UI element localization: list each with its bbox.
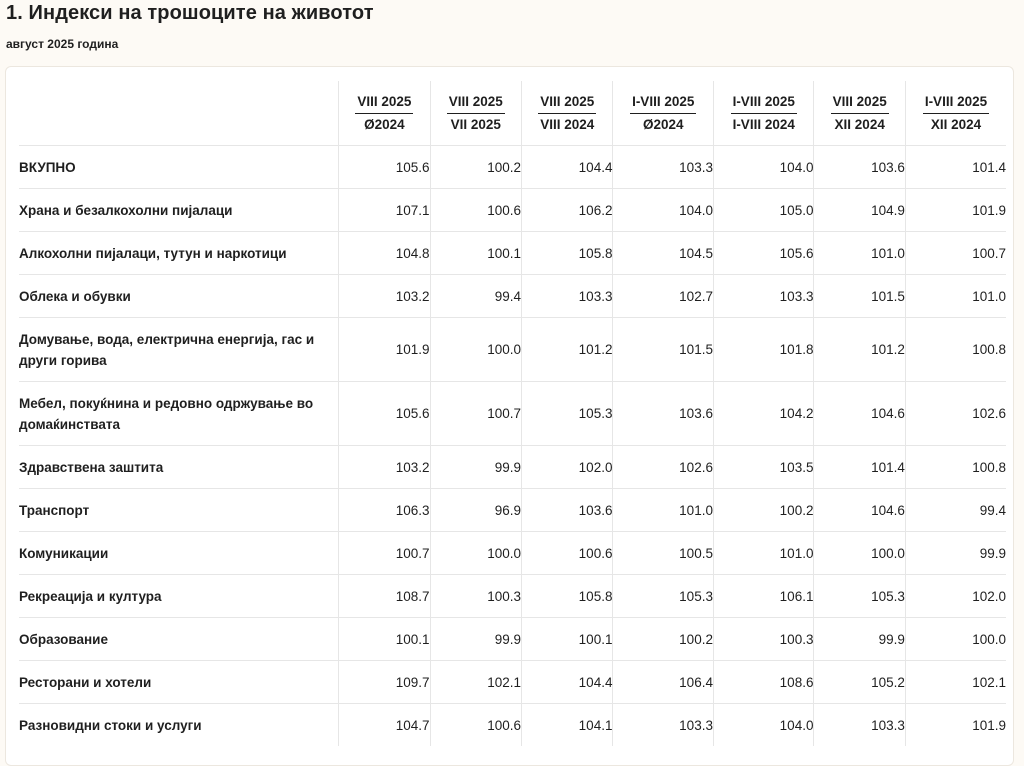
index-value: 100.0 bbox=[814, 532, 905, 575]
index-value: 102.7 bbox=[613, 275, 714, 318]
index-value: 104.6 bbox=[814, 489, 905, 532]
index-value: 100.0 bbox=[905, 618, 1006, 661]
table-row bbox=[19, 704, 1006, 747]
column-header-base: I-VIII 2024 bbox=[732, 116, 795, 132]
column-header bbox=[713, 81, 814, 146]
index-value: 104.1 bbox=[522, 704, 613, 747]
index-value: 100.1 bbox=[339, 618, 430, 661]
index-value: 100.7 bbox=[430, 382, 521, 446]
index-value: 107.1 bbox=[339, 189, 430, 232]
table-row bbox=[19, 232, 1006, 275]
index-value: 106.1 bbox=[713, 575, 814, 618]
index-value: 99.4 bbox=[430, 275, 521, 318]
index-value: 101.4 bbox=[905, 146, 1006, 189]
index-value: 102.6 bbox=[905, 382, 1006, 446]
index-value: 100.8 bbox=[905, 318, 1006, 382]
index-value: 101.9 bbox=[339, 318, 430, 382]
index-value: 99.9 bbox=[905, 532, 1006, 575]
index-value: 100.2 bbox=[613, 618, 714, 661]
index-value: 103.5 bbox=[713, 446, 814, 489]
index-value: 100.6 bbox=[430, 704, 521, 747]
column-header bbox=[905, 81, 1006, 146]
index-value: 102.1 bbox=[905, 661, 1006, 704]
column-header-period: VIII 2025 bbox=[831, 93, 889, 114]
index-value: 101.9 bbox=[905, 189, 1006, 232]
index-value: 104.6 bbox=[814, 382, 905, 446]
table-body bbox=[19, 146, 1006, 747]
index-value: 108.7 bbox=[339, 575, 430, 618]
row-label: Алкохолни пијалаци, тутун и наркотици bbox=[19, 232, 339, 275]
index-value: 100.6 bbox=[522, 532, 613, 575]
index-value: 101.8 bbox=[713, 318, 814, 382]
index-value: 105.8 bbox=[522, 575, 613, 618]
column-header bbox=[814, 81, 905, 146]
index-value: 101.2 bbox=[814, 318, 905, 382]
page-title: 1. Индекси на трошоците на животот bbox=[6, 2, 374, 24]
table-row bbox=[19, 318, 1006, 382]
index-value: 104.0 bbox=[713, 146, 814, 189]
index-value: 105.6 bbox=[713, 232, 814, 275]
index-value: 106.2 bbox=[522, 189, 613, 232]
index-value: 100.5 bbox=[613, 532, 714, 575]
table-row bbox=[19, 146, 1006, 189]
index-value: 101.4 bbox=[814, 446, 905, 489]
index-value: 100.7 bbox=[905, 232, 1006, 275]
column-header bbox=[339, 81, 430, 146]
table-row bbox=[19, 446, 1006, 489]
index-value: 101.0 bbox=[613, 489, 714, 532]
table-row bbox=[19, 275, 1006, 318]
index-value: 103.3 bbox=[814, 704, 905, 747]
row-label: Облека и обувки bbox=[19, 275, 339, 318]
table-row bbox=[19, 532, 1006, 575]
index-value: 104.8 bbox=[339, 232, 430, 275]
index-value: 105.3 bbox=[613, 575, 714, 618]
table-header-row bbox=[19, 81, 1006, 146]
column-header-base: XII 2024 bbox=[930, 116, 982, 132]
index-value: 99.9 bbox=[430, 618, 521, 661]
index-value: 103.2 bbox=[339, 446, 430, 489]
index-value: 99.9 bbox=[430, 446, 521, 489]
index-value: 101.9 bbox=[905, 704, 1006, 747]
row-label: Транспорт bbox=[19, 489, 339, 532]
column-header-base: XII 2024 bbox=[834, 116, 885, 132]
index-value: 104.4 bbox=[522, 146, 613, 189]
column-header-base: Ø2024 bbox=[364, 116, 405, 132]
index-value: 101.2 bbox=[522, 318, 613, 382]
cost-of-living-index-table bbox=[19, 81, 1006, 746]
index-value: 105.3 bbox=[522, 382, 613, 446]
index-value: 96.9 bbox=[430, 489, 521, 532]
index-value: 105.2 bbox=[814, 661, 905, 704]
index-value: 102.0 bbox=[522, 446, 613, 489]
index-value: 104.4 bbox=[522, 661, 613, 704]
index-value: 100.1 bbox=[522, 618, 613, 661]
row-label: ВКУПНО bbox=[19, 146, 339, 189]
column-header-period: I-VIII 2025 bbox=[923, 93, 989, 114]
row-label: Рекреација и култура bbox=[19, 575, 339, 618]
index-value: 104.0 bbox=[713, 704, 814, 747]
index-value: 105.0 bbox=[713, 189, 814, 232]
index-value: 106.4 bbox=[613, 661, 714, 704]
row-label: Храна и безалкохолни пијалаци bbox=[19, 189, 339, 232]
row-label: Образование bbox=[19, 618, 339, 661]
index-value: 100.2 bbox=[713, 489, 814, 532]
index-value: 104.0 bbox=[613, 189, 714, 232]
header-label-column bbox=[19, 81, 339, 146]
index-value: 103.2 bbox=[339, 275, 430, 318]
table-row bbox=[19, 489, 1006, 532]
index-value: 106.3 bbox=[339, 489, 430, 532]
row-label: Ресторани и хотели bbox=[19, 661, 339, 704]
index-value: 99.9 bbox=[814, 618, 905, 661]
column-header bbox=[522, 81, 613, 146]
index-value: 100.3 bbox=[713, 618, 814, 661]
row-label: Здравствена заштита bbox=[19, 446, 339, 489]
index-value: 104.5 bbox=[613, 232, 714, 275]
row-label: Разновидни стоки и услуги bbox=[19, 717, 202, 733]
index-value: 103.6 bbox=[814, 146, 905, 189]
index-value: 100.6 bbox=[430, 189, 521, 232]
index-value: 103.3 bbox=[613, 146, 714, 189]
index-value: 109.7 bbox=[339, 661, 430, 704]
index-value: 99.4 bbox=[905, 489, 1006, 532]
index-value: 101.0 bbox=[814, 232, 905, 275]
index-value: 100.2 bbox=[430, 146, 521, 189]
index-value: 103.3 bbox=[713, 275, 814, 318]
column-header-period: VIII 2025 bbox=[447, 93, 505, 114]
index-value: 103.6 bbox=[613, 382, 714, 446]
index-value: 100.0 bbox=[430, 532, 521, 575]
index-value: 108.6 bbox=[713, 661, 814, 704]
column-header-base: Ø2024 bbox=[642, 116, 684, 132]
index-value: 103.6 bbox=[522, 489, 613, 532]
column-header-base: VII 2025 bbox=[450, 116, 501, 132]
column-header-period: VIII 2025 bbox=[355, 93, 413, 114]
index-value: 100.1 bbox=[430, 232, 521, 275]
index-value: 101.5 bbox=[814, 275, 905, 318]
row-label: Комуникации bbox=[19, 532, 339, 575]
index-value: 105.8 bbox=[522, 232, 613, 275]
index-value: 104.9 bbox=[814, 189, 905, 232]
index-value: 105.3 bbox=[814, 575, 905, 618]
index-value: 105.6 bbox=[339, 382, 430, 446]
table-row bbox=[19, 189, 1006, 232]
index-value: 100.7 bbox=[339, 532, 430, 575]
table-row bbox=[19, 661, 1006, 704]
index-value: 100.3 bbox=[430, 575, 521, 618]
index-value: 105.6 bbox=[339, 146, 430, 189]
page-subtitle: август 2025 година bbox=[6, 37, 119, 51]
row-label: Мебел, покуќнина и редовно одржување во домаќинствата bbox=[19, 382, 339, 446]
index-value: 104.7 bbox=[339, 704, 430, 747]
column-header bbox=[430, 81, 521, 146]
index-value: 104.2 bbox=[713, 382, 814, 446]
table-row bbox=[19, 618, 1006, 661]
column-header-base: VIII 2024 bbox=[540, 116, 595, 132]
index-value: 100.0 bbox=[430, 318, 521, 382]
index-value: 102.6 bbox=[613, 446, 714, 489]
table-row bbox=[19, 382, 1006, 446]
index-value: 102.1 bbox=[430, 661, 521, 704]
table-card bbox=[5, 66, 1014, 766]
index-value: 101.5 bbox=[613, 318, 714, 382]
index-value: 100.8 bbox=[905, 446, 1006, 489]
index-value: 102.0 bbox=[905, 575, 1006, 618]
column-header-period: VIII 2025 bbox=[538, 93, 596, 114]
row-label: Домување, вода, електрична енергија, гас и други горива bbox=[19, 318, 339, 382]
column-header-period: I-VIII 2025 bbox=[731, 93, 797, 114]
column-header bbox=[613, 81, 714, 146]
index-value: 101.0 bbox=[905, 275, 1006, 318]
index-value: 101.0 bbox=[713, 532, 814, 575]
index-value: 103.3 bbox=[522, 275, 613, 318]
column-header-period: I-VIII 2025 bbox=[630, 93, 696, 114]
table-row bbox=[19, 575, 1006, 618]
index-value: 103.3 bbox=[613, 704, 714, 747]
